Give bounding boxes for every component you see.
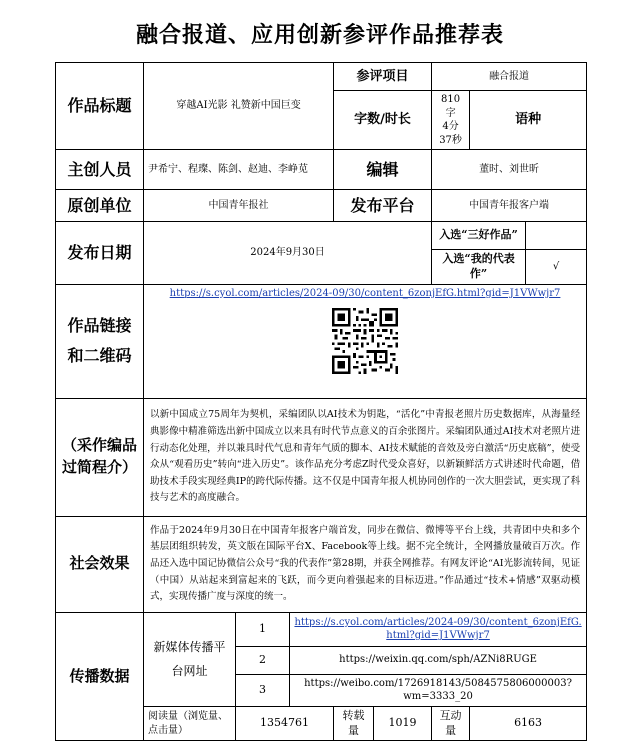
link-cell [144, 284, 587, 398]
url-link-2[interactable]: https://weixin.qq.com/sph/AZNi8RUGE [339, 654, 537, 666]
language-label: 语种 [470, 91, 587, 150]
url-cell-3 [290, 674, 587, 706]
rep-work-label: 入选“我的代表作” [432, 250, 526, 285]
work-link[interactable]: https://s.cyol.com/articles/2024-09/30/content_6zonjEfG.html?gid=J1VWwjr7 [169, 287, 561, 299]
interactions-label: 互动量 [432, 706, 470, 741]
good-work-value [526, 222, 587, 250]
category-label: 参评项目 [334, 63, 432, 91]
url-link-1[interactable]: https://s.cyol.com/articles/2024-09/30/content_6zonjEfG.html?gid=J1VWwjr7 [294, 616, 582, 642]
reposts-label: 转载量 [334, 706, 374, 741]
platform-value: 中国青年报客户端 [432, 190, 587, 222]
category-value: 融合报道 [432, 63, 587, 91]
work-title-value: 穿越AI光影 礼赞新中国巨变 [144, 63, 334, 150]
url-no-3: 3 [236, 674, 290, 706]
process-text: 以新中国成立75周年为契机，采编团队以AI技术为钥匙，“活化”中青报老照片历史数据库，从海量经典影像中精准筛选出新中国成立以来具有时代节点意义的百余张图片。采编团队通过AI技术对老照片进行动态化处理，并以兼具时代气息和青年气质的脚本、AI技术赋能的音效及旁白激活“历史底稿”，使受众从“观看历史”转向“进入历史”。该作品充分考虑Z时代受众喜好，以新颖鲜活方式讲述时代命题，借助技术手段实现经典IP的跨代际传播。这不仅是中国青年报人机协同创作的一次大胆尝试，更实现了科技与艺术的高度融合。 [144, 398, 587, 516]
effect-label: 社会效果 [56, 516, 144, 612]
reposts-value: 1019 [374, 706, 432, 741]
length-duration: 4分37秒 [439, 121, 462, 146]
platform-addr-label: 新媒体传播平台网址 [144, 612, 236, 706]
creators-label: 主创人员 [56, 150, 144, 190]
date-value: 2024年9月30日 [144, 222, 432, 285]
link-label: 作品链接和二维码 [56, 284, 144, 398]
reads-value: 1354761 [236, 706, 334, 741]
url-no-1: 1 [236, 612, 290, 646]
org-value: 中国青年报社 [144, 190, 334, 222]
length-value [432, 91, 470, 150]
interactions-value: 6163 [470, 706, 587, 741]
editor-value: 董时、刘世昕 [432, 150, 587, 190]
effect-text: 作品于2024年9月30日在中国青年报客户端首发，同步在微信、微博等平台上线，共青团中央和多个基层团组织转发，英文版在国际平台X、Facebook等上线。据不完全统计，全网播放量破百万次。作品还入选中国记协微信公众号“我的代表作”第28期，并获全网推荐。有网友评论“AI光影流转间，见证（中国）从站起来到富起来的飞跃，而今更向着强起来的目标迈进。”作品通过“技术+情感”双驱动模式，实现传播广度与深度的统一。 [144, 516, 587, 612]
url-cell-1 [290, 612, 587, 646]
qr-code-icon[interactable] [332, 308, 398, 374]
process-label: （采作编品过简程介） [56, 398, 144, 516]
page-title: 融合报道、应用创新参评作品推荐表 [135, 22, 504, 48]
work-title-label: 作品标题 [56, 63, 144, 150]
editor-label: 编辑 [334, 150, 432, 190]
length-label: 字数/时长 [334, 91, 432, 150]
url-link-3[interactable]: https://weibo.com/1726918143/5084575806000003?wm=3333_20 [304, 677, 572, 703]
org-label: 原创单位 [56, 190, 144, 222]
good-work-label: 入选“三好作品” [432, 222, 526, 250]
platform-label: 发布平台 [334, 190, 432, 222]
url-cell-2 [290, 646, 587, 674]
spread-label: 传播数据 [56, 612, 144, 741]
date-label: 发布日期 [56, 222, 144, 285]
reads-label: 阅读量（浏览量、点击量） [144, 706, 236, 741]
url-no-2: 2 [236, 646, 290, 674]
length-words: 810字 [441, 94, 461, 119]
creators-value: 尹希宁、程璨、陈剑、赵迪、李峥苋 [144, 150, 334, 190]
rep-work-value: √ [526, 250, 587, 285]
nomination-form [55, 62, 587, 741]
